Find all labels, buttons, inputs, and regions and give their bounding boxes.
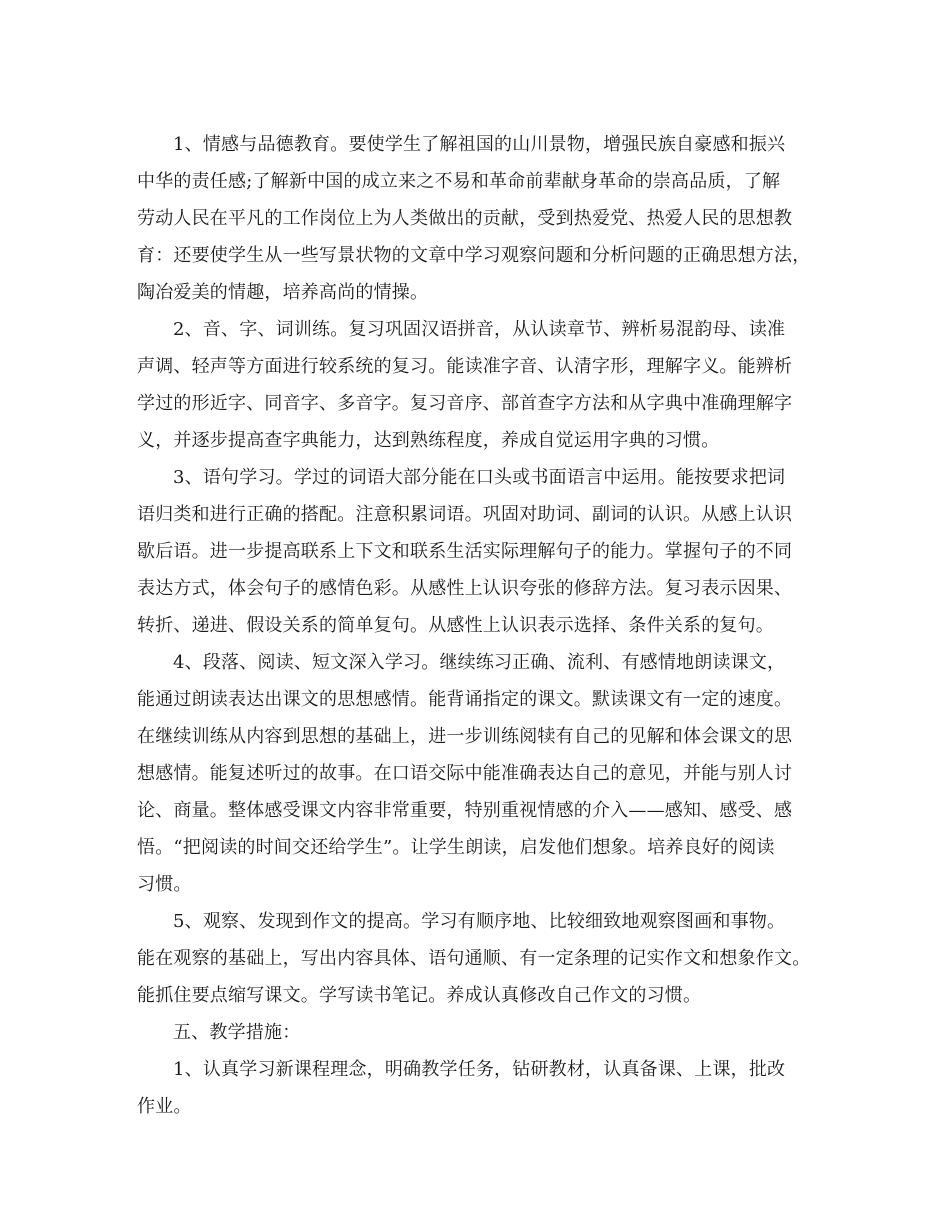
text-line: 论、商量。整体感受课文内容非常重要，特别重视情感的介入——感知、感受、感 <box>137 800 793 821</box>
text-line: 3、语句学习。学过的词语大部分能在口头或书面语言中运用。能按要求把词 <box>173 467 786 488</box>
text-line: 育：还要使学生从一些写景状物的文章中学习观察问题和分析问题的正确思想方法， <box>137 245 811 266</box>
text-line: 作业。 <box>137 1096 192 1117</box>
text-line: 悟。“把阅读的时间交还给学生”。让学生朗读，启发他们想象。培养良好的阅读 <box>137 837 775 858</box>
text-line: 能抓住要点缩写课文。学写读书笔记。养成认真修改自己作文的习惯。 <box>137 985 702 1006</box>
text-line: 声调、轻声等方面进行较系统的复习。能读准字音、认清字形，理解字义。能辨析 <box>137 356 793 377</box>
text-line: 歇后语。进一步提高联系上下文和联系生活实际理解句子的能力。掌握句子的不同 <box>137 541 793 562</box>
text-line: 4、段落、阅读、短文深入学习。继续练习正确、流利、有感情地朗读课文， <box>173 652 786 673</box>
text-line: 劳动人民在平凡的工作岗位上为人类做出的贡献，受到热爱党、热爱人民的思想教 <box>137 208 793 229</box>
text-line: 1、情感与品德教育。要使学生了解祖国的山川景物，增强民族自豪感和振兴 <box>173 134 786 155</box>
text-line: 学过的形近字、同音字、多音字。复习音序、部首查字方法和从字典中准确理解字 <box>137 393 793 414</box>
text-line: 2、音、字、词训练。复习巩固汉语拼音，从认读章节、辨析易混韵母、读准 <box>173 319 786 340</box>
text-line: 表达方式，体会句子的感情色彩。从感性上认识夸张的修辞方法。复习表示因果、 <box>137 578 793 599</box>
text-line: 语归类和进行正确的搭配。注意积累词语。巩固对助词、副词的认识。从感上认识 <box>137 504 793 525</box>
text-line: 义，并逐步提高查字典能力，达到熟练程度，养成自觉运用字典的习惯。 <box>137 430 720 451</box>
text-line: 1、认真学习新课程理念，明确教学任务，钻研教材，认真备课、上课，批改 <box>173 1059 786 1080</box>
text-line: 能通过朗读表达出课文的思想感情。能背诵指定的课文。默读课文有一定的速度。 <box>137 689 793 710</box>
text-line: 想感情。能复述听过的故事。在口语交际中能准确表达自己的意见，并能与别人讨 <box>137 763 793 784</box>
text-line: 5、观察、发现到作文的提高。学习有顺序地、比较细致地观察图画和事物。 <box>173 911 786 932</box>
text-line: 在继续训练从内容到思想的基础上，进一步训练阅犊有自己的见解和体会课文的思 <box>137 726 793 747</box>
text-line: 能在观察的基础上，写出内容具体、语句通顺、有一定条理的记实作文和想象作文。 <box>137 948 811 969</box>
text-line: 转折、递进、假设关系的简单复句。从感性上认识表示选择、条件关系的复句。 <box>137 615 774 636</box>
text-line: 中华的责任感;了解新中国的成立来之不易和革命前辈献身革命的崇高品质，了解 <box>137 171 781 192</box>
text-line: 五、教学措施： <box>173 1022 301 1043</box>
text-line: 陶冶爱美的情趣，培养高尚的情操。 <box>137 282 429 303</box>
document-body <box>137 126 825 1125</box>
text-line: 习惯。 <box>137 874 192 895</box>
